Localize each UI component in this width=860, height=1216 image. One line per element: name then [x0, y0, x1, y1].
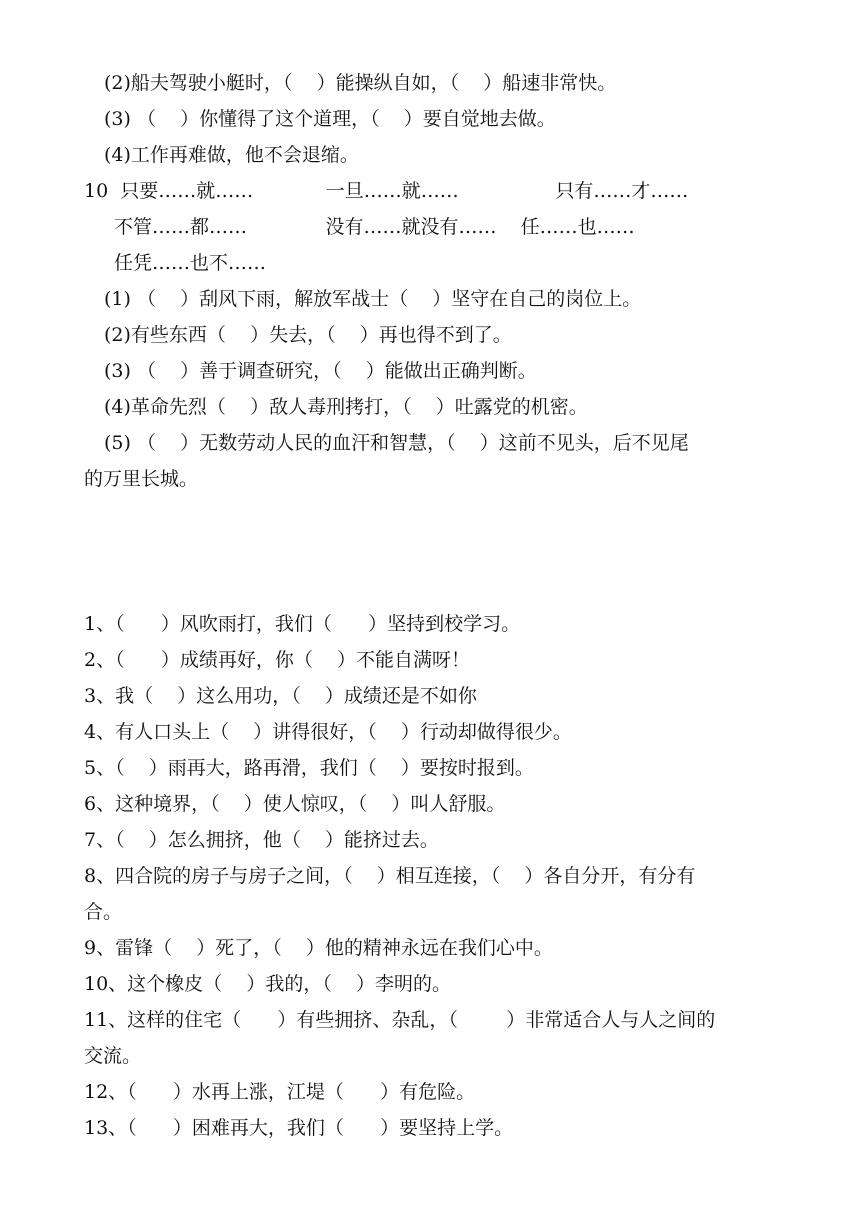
sec-b-q3: (3) （ ）善于调查研究，（ ）能做出正确判断。 [104, 360, 537, 382]
sec-b-q2: (2)有些东西（ ）失去，（ ）再也得不到了。 [104, 324, 512, 346]
sec-a-q3: (3) （ ）你懂得了这个道理，（ ）要自觉地去做。 [104, 108, 556, 130]
sec-b-options-row3: 任凭……也不…… [114, 252, 267, 274]
sec-a-q4: (4)工作再难做，他不会退缩。 [104, 144, 359, 166]
sec-c-item-11-line2: 交流。 [84, 1045, 142, 1067]
sec-c-item-4: 4、有人口头上（ ）讲得很好，（ ）行动却做得很少。 [84, 721, 572, 743]
sec-c-item-3: 3、我（ ）这么用功，（ ）成绩还是不如你 [84, 685, 477, 707]
sec-c-item-12: 12、（ ）水再上涨，江堤（ ）有危险。 [84, 1081, 476, 1103]
sec-c-item-1: 1、（ ）风吹雨打，我们（ ）坚持到校学习。 [84, 613, 521, 635]
sec-a-q2: (2)船夫驾驶小艇时，（ ）能操纵自如，（ ）船速非常快。 [104, 72, 617, 94]
sec-c-item-6: 6、这种境界，（ ）使人惊叹，（ ）叫人舒服。 [84, 793, 506, 815]
sec-c-item-8-line2: 合。 [84, 901, 123, 923]
sec-b-q1: (1) （ ）刮风下雨，解放军战士（ ）坚守在自己的岗位上。 [104, 288, 642, 310]
sec-c-item-13: 13、（ ）困难再大，我们（ ）要坚持上学。 [84, 1117, 514, 1139]
sec-c-item-9: 9、雷锋（ ）死了，（ ）他的精神永远在我们心中。 [84, 937, 553, 959]
sec-b-q5-line1: (5) （ ）无数劳动人民的血汗和智慧，（ ）这前不见头，后不见尾 [104, 432, 689, 454]
sec-b-title: 10 只要……就…… 一旦……就…… 只有……才…… [84, 180, 689, 202]
sec-c-item-8-line1: 8、四合院的房子与房子之间，（ ）相互连接，（ ）各自分开，有分有 [84, 865, 696, 887]
sec-c-item-11-line1: 11、这样的住宅（ ）有些拥挤、杂乱，（ ）非常适合人与人之间的 [84, 1009, 716, 1031]
sec-b-q5-line2: 的万里长城。 [84, 468, 199, 490]
sec-c-item-10: 10、这个橡皮（ ）我的，（ ）李明的。 [84, 973, 451, 995]
sec-b-options-row2: 不管……都…… 没有……就没有…… 任……也…… [114, 216, 635, 238]
sec-c-item-7: 7、（ ）怎么拥挤，他（ ）能挤过去。 [84, 829, 439, 851]
sec-c-item-2: 2、（ ）成绩再好，你（ ）不能自满呀！ [84, 649, 470, 671]
sec-c-item-5: 5、（ ）雨再大，路再滑，我们（ ）要按时报到。 [84, 757, 534, 779]
sec-b-q4: (4)革命先烈（ ）敌人毒刑拷打，（ ）吐露党的机密。 [104, 396, 588, 418]
